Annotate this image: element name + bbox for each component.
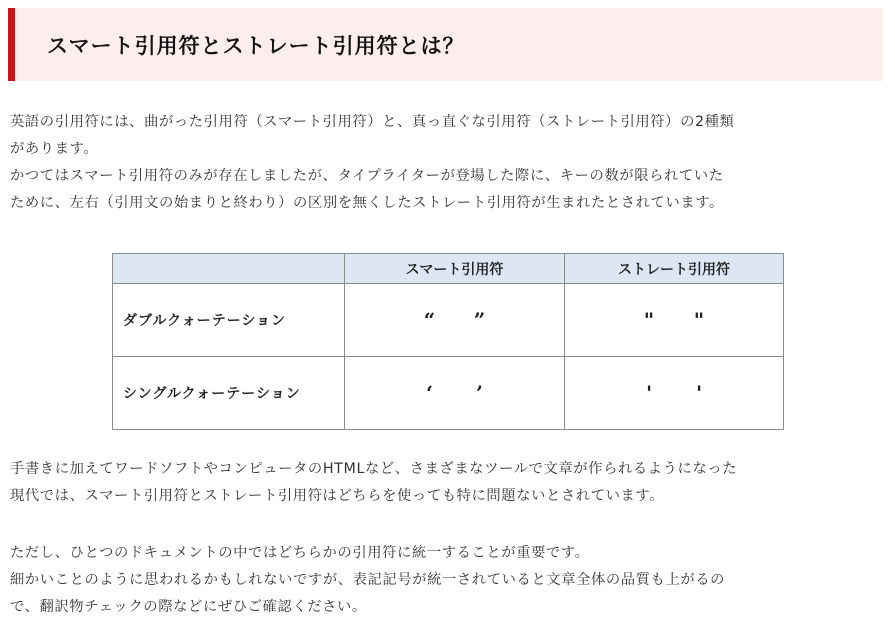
table-row-single [113,357,784,430]
section-heading-box [8,8,883,81]
straight-double-quotes [565,284,784,357]
quote-glyph: ’ [476,381,483,405]
quote-glyph: " [693,308,705,332]
smart-single-quotes [345,357,565,430]
straight-single-quotes [565,357,784,430]
intro-line: ために、左右（引用文の始まりと終わり）の区別を無くしたストレート引用符が生まれたとされています。 [10,195,724,211]
quote-glyph: “ [423,308,436,332]
closing-line: ただし、ひとつのドキュメントの中ではどちらかの引用符に統一することが重要です。 [10,545,590,561]
middle-line: 現代では、スマート引用符とストレート引用符はどちらを使っても特に問題ないとされています。 [10,488,665,504]
closing-line: 細かいことのように思われるかもしれないですが、表記記号が統一されていると文章全体の品質も上がるの [10,572,726,588]
middle-paragraph [10,456,890,510]
intro-line: かつてはスマート引用符のみが存在しましたが、タイプライターが登場した際に、キーの数が限られていた [10,168,724,184]
intro-paragraph [10,109,890,217]
table-header-row [113,254,784,284]
table-header-straight: ストレート引用符 [565,254,784,284]
table-header-smart: スマート引用符 [345,254,565,284]
table-row-double [113,284,784,357]
row-label-double: ダブルクォーテーション [113,284,345,357]
quote-glyph: ' [695,381,703,405]
closing-line: で、翻訳物チェックの際などにぜひご確認ください。 [10,599,367,615]
closing-paragraph [10,540,890,621]
row-label-single: シングルクォーテーション [113,357,345,430]
table-header-empty [113,254,345,284]
quote-glyph: ' [645,381,653,405]
middle-line: 手書きに加えてワードソフトやコンピュータのHTMLなど、さまざまなツールで文章が作られるようになった [10,461,738,477]
intro-line: 英語の引用符には、曲がった引用符（スマート引用符）と、真っ直ぐな引用符（ストレート引用符）の2種類 [10,114,735,130]
quote-glyph: ‘ [426,381,433,405]
intro-line: があります。 [10,141,99,157]
quote-glyph: " [643,308,655,332]
smart-double-quotes [345,284,565,357]
quote-glyph: ” [473,308,486,332]
quote-comparison-table [112,253,784,430]
section-heading: スマート引用符とストレート引用符とは？ [47,34,465,58]
